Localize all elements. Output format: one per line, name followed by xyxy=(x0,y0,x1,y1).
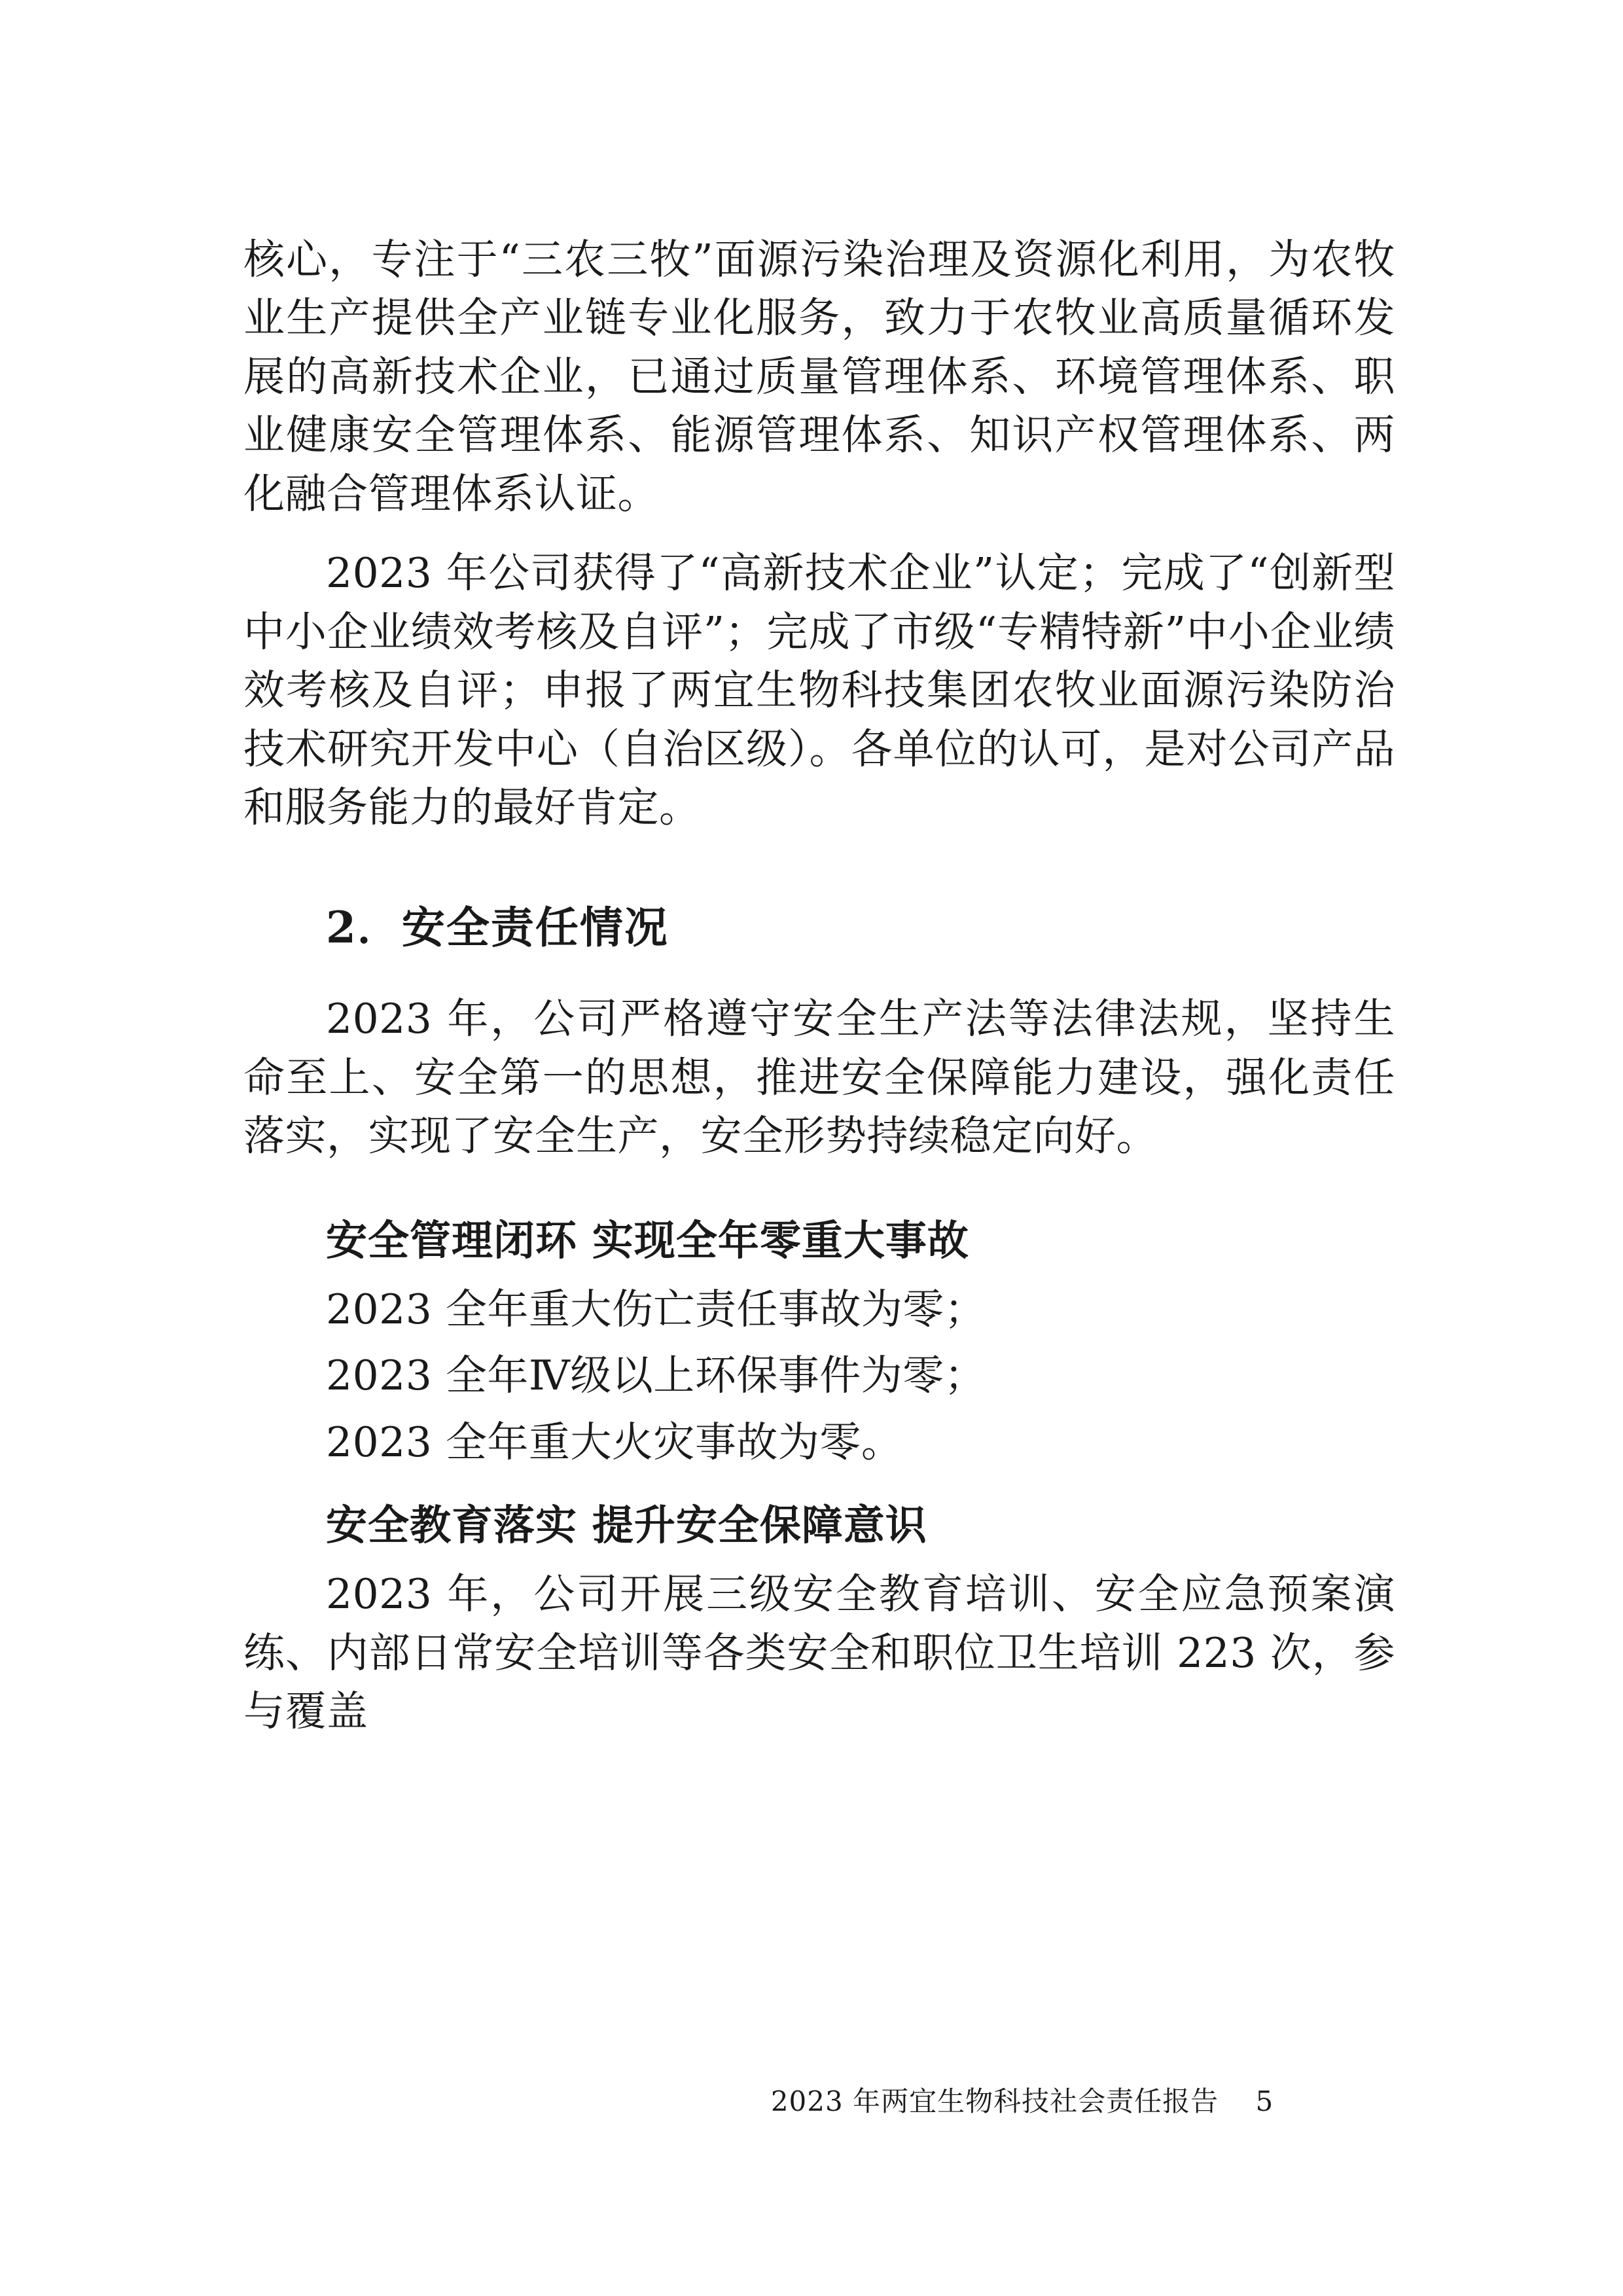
subheading-safety-education: 安全教育落实 提升安全保障意识 xyxy=(326,1501,927,1550)
paragraph-certifications-2023: 2023 年公司获得了“高新技术企业”认定；完成了“创新型中小企业绩效考核及自评”；完成了市级“专精特新”中小企业绩效考核及自评；申报了两宜生物科技集团农牧业面源污染防治技术研究开发中心（自治区级）。各单位的认可，是对公司产品和服务能力的最好肯定。 xyxy=(243,549,1395,832)
page-content xyxy=(243,230,1395,1745)
list-item-zero-fire-accident: 2023 全年重大火灾事故为零。 xyxy=(326,1418,903,1466)
list-item-zero-environment-incident: 2023 全年Ⅳ级以上环保事件为零； xyxy=(326,1352,986,1400)
subheading-safety-management-loop: 安全管理闭环 实现全年零重大事故 xyxy=(326,1215,969,1265)
section-spacer-1 xyxy=(243,1170,1395,1187)
paragraph-safety-training: 2023 年，公司开展三级安全教育培训、安全应急预案演练、内部日常安全培训等各类安全和职位卫生培训 223 次，参与覆盖 xyxy=(243,1570,1395,1736)
paragraph-company-intro: 核心，专注于“三农三牧”面源污染治理及资源化利用，为农牧业生产提供全产业链专业化服务，致力于农牧业高质量循环发展的高新技术企业，已通过质量管理体系、环境管理体系、职业健康安全管理体系、能源管理体系、知识产权管理体系、两化融合管理体系认证。 xyxy=(243,236,1395,518)
section-heading-safety-responsibility: 2．安全责任情况 xyxy=(326,901,669,953)
footer-title: 2023 年两宜生物科技社会责任报告 xyxy=(770,2085,1219,2117)
footer-inner xyxy=(771,2080,1274,2119)
list-item-zero-casualty: 2023 全年重大伤亡责任事故为零； xyxy=(326,1285,986,1333)
page-footer xyxy=(0,2080,1623,2119)
paragraph-safety-intro: 2023 年，公司严格遵守安全生产法等法律法规，坚持生命至上、安全第一的思想，推进安全保障能力建设，强化责任落实，实现了安全生产，安全形势持续稳定向好。 xyxy=(243,995,1395,1160)
footer-page-number: 5 xyxy=(1255,2085,1274,2117)
paragraph-spacer xyxy=(243,527,1395,544)
